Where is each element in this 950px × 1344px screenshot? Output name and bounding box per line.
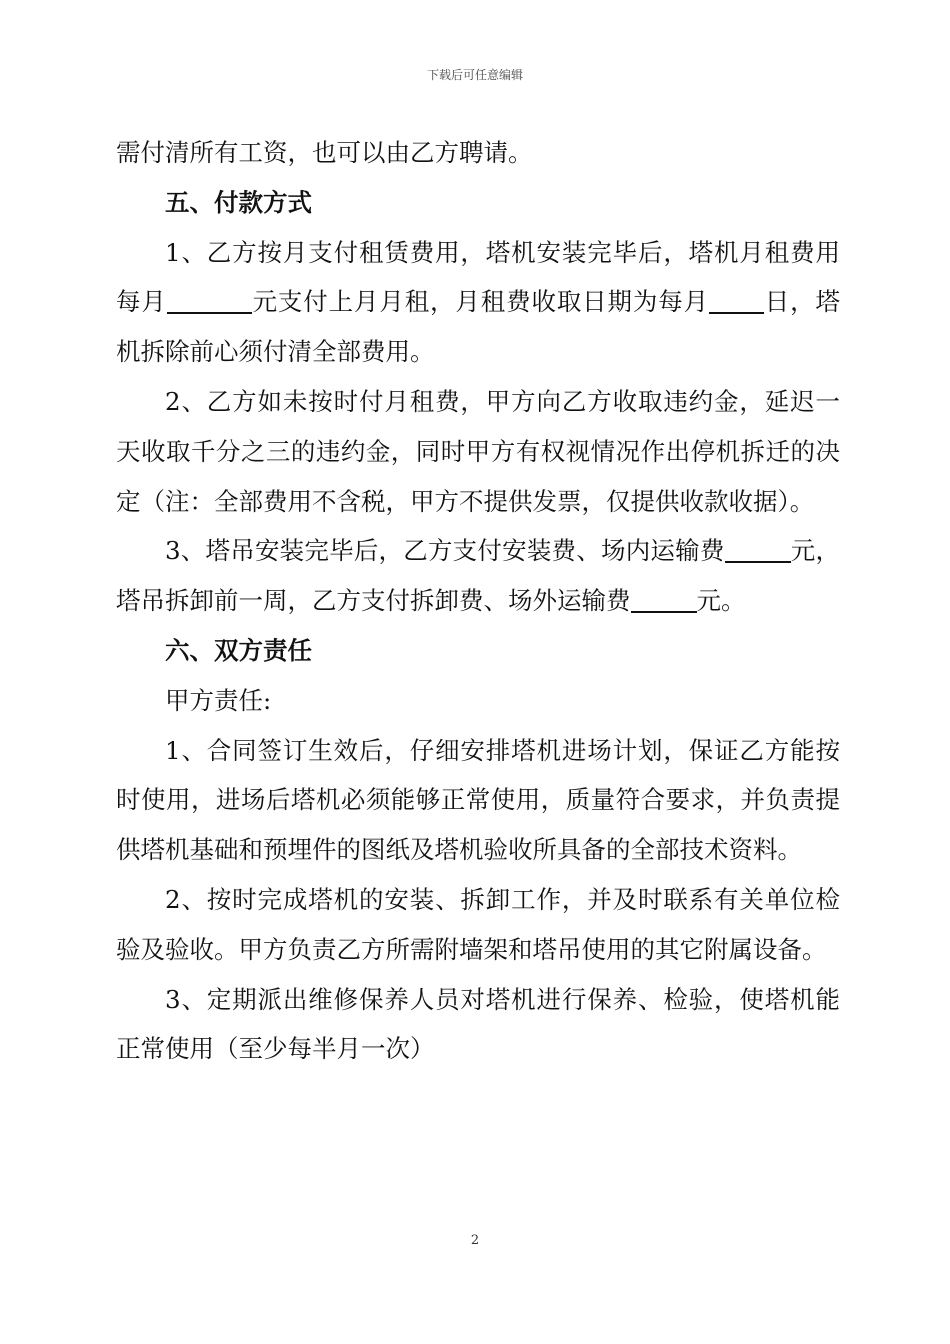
text-segment: 1、乙方按月支付租赁费用，塔机安装完毕后，塔机月租费用每月 — [116, 237, 840, 317]
paragraph-responsibility-3: 3、定期派出维修保养人员对塔机进行保养、检验，使塔机能正常使用（至少每半月一次） — [116, 984, 840, 1064]
fill-in-blank-dismantle-fee[interactable] — [631, 587, 697, 614]
subheading-party-a: 甲方责任: — [165, 685, 272, 715]
paragraph-responsibility-1: 1、合同签订生效后，仔细安排塔机进场计划，保证乙方能按时使用，进场后塔机必须能够正常使用，质量符合要求，并负责提供塔机基础和预埋件的图纸及塔机验收所具备的全部技术资料。 — [116, 735, 840, 865]
section-heading-payment: 五、付款方式 — [165, 187, 312, 217]
text-segment: 元支付上月月租，月租费收取日期为每月 — [251, 287, 709, 317]
fill-in-blank-install-fee[interactable] — [725, 537, 791, 564]
fill-in-blank-payment-day[interactable] — [709, 288, 764, 315]
paragraph-payment-3 — [116, 526, 840, 626]
document-body — [116, 128, 840, 1074]
text-segment: 元，塔吊拆卸前一周，乙方支付拆卸费、场外运输费 — [116, 536, 840, 616]
paragraph-continuation: 需付清所有工资，也可以由乙方聘请。 — [116, 138, 533, 167]
paragraph-responsibility-2: 2、按时完成塔机的安装、拆卸工作，并及时联系有关单位检验及验收。甲方负责乙方所需附墙架和塔吊使用的其它附属设备。 — [116, 884, 840, 964]
text-segment: 3、塔吊安装完毕后，乙方支付安装费、场内运输费 — [165, 536, 725, 566]
text-segment: 元。 — [696, 586, 746, 616]
text-segment: 日，塔机拆除前心须付清全部费用。 — [116, 287, 841, 367]
page-header: 下载后可任意编辑 — [426, 68, 523, 82]
paragraph-payment-1 — [116, 228, 840, 377]
section-heading-responsibilities: 六、双方责任 — [165, 635, 312, 665]
page-number: 2 — [470, 1233, 480, 1248]
fill-in-blank-monthly-rent[interactable] — [167, 288, 252, 315]
paragraph-payment-2: 2、乙方如未按时付月租费，甲方向乙方收取违约金，延迟一天收取千分之三的违约金，同时甲方有权视情况作出停机拆迁的决定（注：全部费用不含税，甲方不提供发票，仅提供收款收据）。 — [116, 386, 840, 516]
